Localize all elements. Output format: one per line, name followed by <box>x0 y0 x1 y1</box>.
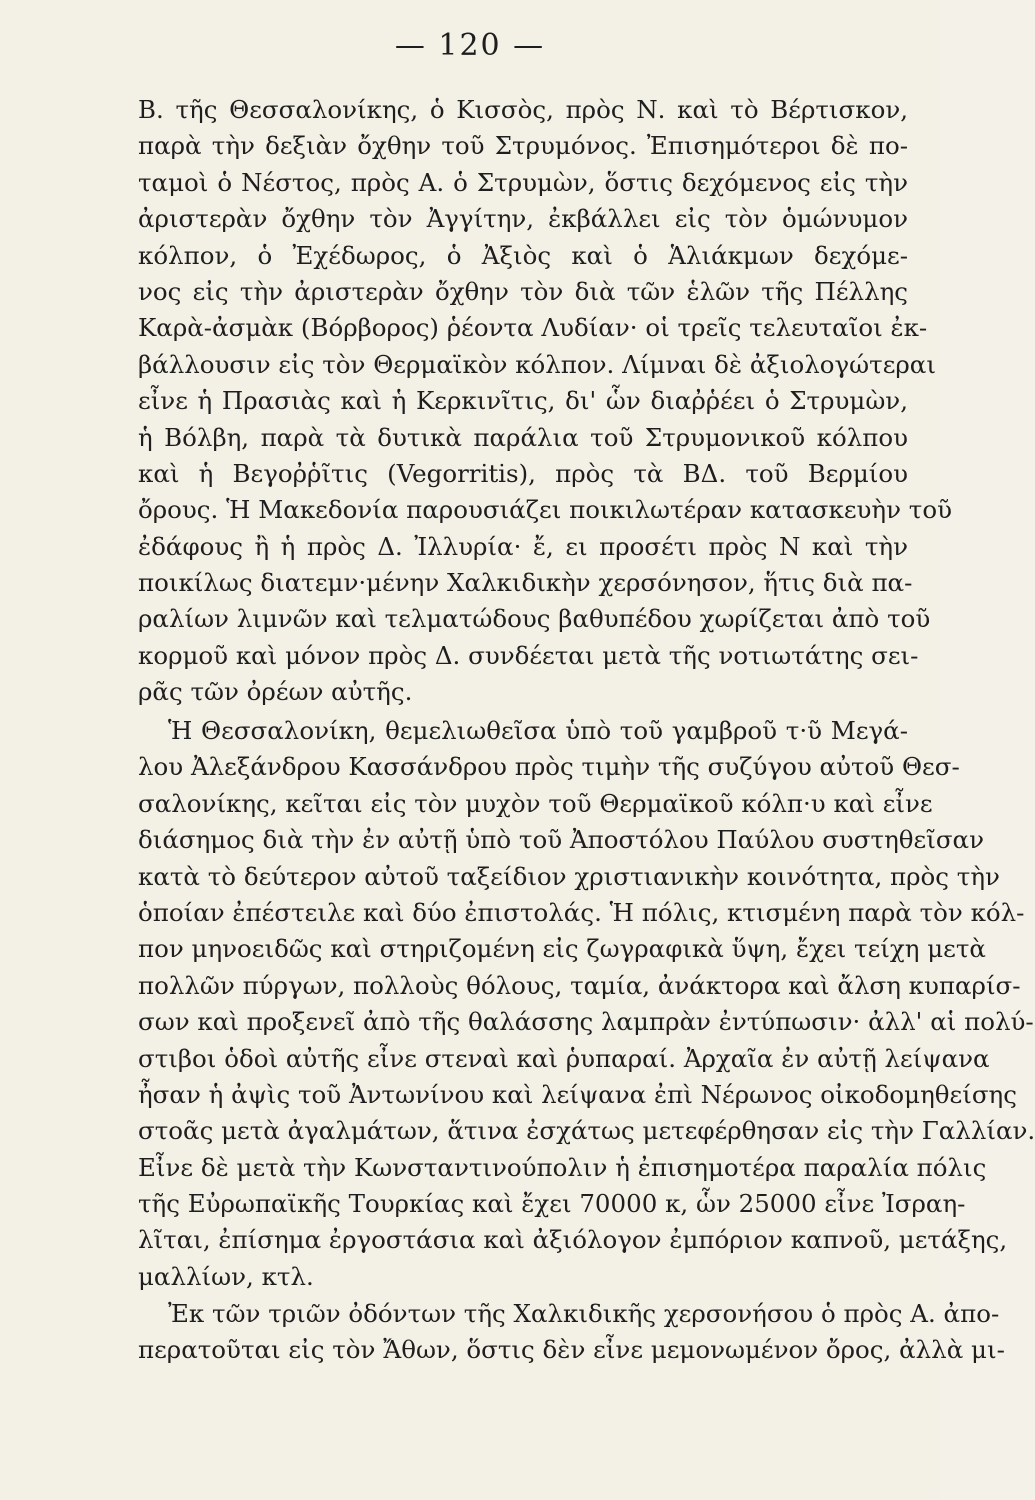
text-line: καὶ ἡ Βεγοῤῥῖτις (Vegorritis), πρὸς τὰ ΒΔ. τοῦ Βερμίου <box>138 458 908 488</box>
text-line: εἶνε ἡ Πρασιὰς καὶ ἡ Κερκινῖτις, δι' ὧν διαῤῥέει ὁ Στρυμὼν, <box>138 386 908 416</box>
paragraph-chalcidice <box>138 1296 1005 1369</box>
text-line: σαλονίκης, κεῖται εἰς τὸν μυχὸν τοῦ Θερμαϊκοῦ κόλπ·υ καὶ εἶνε <box>138 788 933 818</box>
text-line: στοᾶς μετὰ ἀγαλμάτων, ἅτινα ἐσχάτως μετεφέρθησαν εἰς τὴν Γαλλίαν. <box>138 1116 1035 1146</box>
text-line: ρᾶς τῶν ὀρέων αὐτῆς. <box>138 677 413 707</box>
paragraph-thessaloniki <box>138 713 1035 1295</box>
text-line: βάλλουσιν εἰς τὸν Θερμαϊκὸν κόλπον. Λίμναι δὲ ἀξιολογώτεραι <box>138 349 936 379</box>
text-line: κορμοῦ καὶ μόνον πρὸς Δ. συνδέεται μετὰ τῆς νοτιωτάτης σει- <box>138 640 919 670</box>
text-line: παρὰ τὴν δεξιὰν ὄχθην τοῦ Στρυμόνος. Ἐπισημότεροι δὲ πο- <box>138 131 908 161</box>
page-number: — 120 — <box>394 28 546 63</box>
text-line: Ἡ Θεσσαλονίκη, θεμελιωθεῖσα ὑπὸ τοῦ γαμβροῦ τ·ῦ Μεγά- <box>168 716 908 745</box>
text-line: διάσημος διὰ τὴν ἐν αὐτῇ ὑπὸ τοῦ Ἀποστόλου Παύλου συστηθεῖσαν <box>138 825 984 855</box>
text-line: Εἶνε δὲ μετὰ τὴν Κωνσταντινούπολιν ἡ ἐπισημοτέρα παραλία πόλις <box>138 1152 987 1182</box>
text-line: λου Ἀλεξάνδρου Κασσάνδρου πρὸς τιμὴν τῆς συζύγου αὐτοῦ Θεσ- <box>138 752 960 782</box>
text-line: Β. τῆς Θεσσαλονίκης, ὁ Κισσὸς, πρὸς Ν. καὶ τὸ Βέρτισκον, <box>138 95 908 124</box>
text-line: ἐδάφους ἢ ἡ πρὸς Δ. Ἰλλυρία· ἔ, ει προσέτι πρὸς Ν καὶ τὴν <box>138 531 908 561</box>
text-line: περατοῦται εἰς τὸν Ἄθων, ὅστις δὲν εἶνε μεμονωμένον ὄρος, ἀλλὰ μι- <box>138 1335 1005 1365</box>
text-line: τῆς Εὐρωπαϊκῆς Τουρκίας καὶ ἔχει 70000 κ, ὧν 25000 εἶνε Ἰσραη- <box>138 1189 966 1219</box>
text-line: ποικίλως διατεμν·μένην Χαλκιδικὴν χερσόνησον, ἥτις διὰ πα- <box>138 568 913 598</box>
text-line: ἀριστερὰν ὄχθην τὸν Ἀγγίτην, ἐκβάλλει εἰς τὸν ὁμώνυμον <box>138 204 908 234</box>
text-line: μαλλίων, κτλ. <box>138 1261 314 1291</box>
text-line: πολλῶν πύργων, πολλοὺς θόλους, ταμία, ἀνάκτορα καὶ ἄλση κυπαρίσ- <box>138 970 1021 1000</box>
paragraph-macedonia-rivers <box>138 92 952 711</box>
text-line: ραλίων λιμνῶν καὶ τελματώδους βαθυπέδου χωρίζεται ἀπὸ τοῦ <box>138 604 931 634</box>
text-line: ὄρους. Ἡ Μακεδονία παρουσιάζει ποικιλωτέραν κατασκευὴν τοῦ <box>138 495 952 525</box>
text-line: σων καὶ προξενεῖ ἀπὸ τῆς θαλάσσης λαμπρὰν ἐντύπωσιν· ἀλλ' αἱ πολύ- <box>138 1007 1034 1037</box>
text-line: λῖται, ἐπίσημα ἐργοστάσια καὶ ἀξιόλογον ἐμπόριον καπνοῦ, μετάξης, <box>138 1225 1008 1255</box>
text-line: πον μηνοειδῶς καὶ στηριζομένη εἰς ζωγραφικὰ ὕψη, ἔχει τείχη μετὰ <box>138 934 986 964</box>
text-line: κόλπον, ὁ Ἐχέδωρος, ὁ Ἀξιὸς καὶ ὁ Ἁλιάκμων δεχόμε- <box>138 240 908 270</box>
text-line: Καρὰ-ἀσμὰκ (Βόρβορος) ῥέοντα Λυδίαν· οἱ τρεῖς τελευταῖοι ἐκ- <box>138 313 928 343</box>
text-line: κατὰ τὸ δεύτερον αὐτοῦ ταξείδιον χριστιανικὴν κοινότητα, πρὸς τὴν <box>138 861 1000 891</box>
text-line: ἦσαν ἡ ἀψὶς τοῦ Ἀντωνίνου καὶ λείψανα ἐπὶ Νέρωνος οἰκοδομηθείσης <box>138 1079 1017 1109</box>
text-line: ἡ Βόλβη, παρὰ τὰ δυτικὰ παράλια τοῦ Στρυμονικοῦ κόλπου <box>138 422 908 452</box>
text-line: νος εἰς τὴν ἀριστερὰν ὄχθην τὸν διὰ τῶν ἑλῶν τῆς Πέλλης <box>138 276 908 306</box>
text-line: ταμοὶ ὁ Νέστος, πρὸς Α. ὁ Στρυμὼν, ὅστις δεχόμενος εἰς τὴν <box>138 167 908 197</box>
text-line: ὁποίαν ἐπέστειλε καὶ δύο ἐπιστολάς. Ἡ πόλις, κτισμένη παρὰ τὸν κόλ- <box>138 897 1025 927</box>
text-line: στιβοι ὁδοὶ αὐτῆς εἶνε στεναὶ καὶ ῥυπαραί. Ἀρχαῖα ἐν αὐτῇ λείψανα <box>138 1043 990 1073</box>
text-line: Ἐκ τῶν τριῶν ὀδόντων τῆς Χαλκιδικῆς χερσονήσου ὁ πρὸς Α. ἀπο- <box>168 1299 1000 1328</box>
